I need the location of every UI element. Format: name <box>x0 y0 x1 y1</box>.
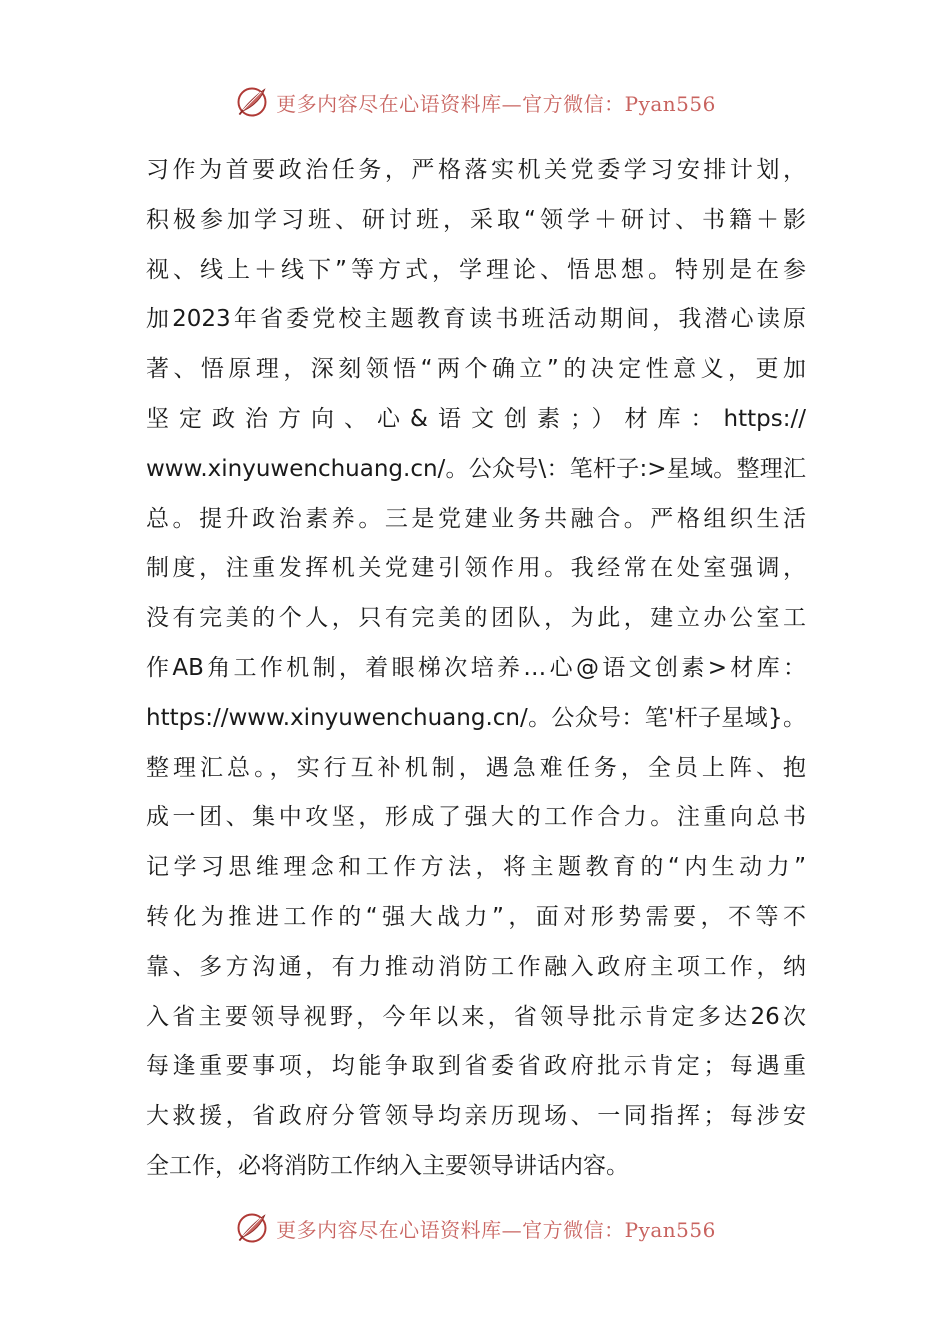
document-line: 总。提升政治素养。三是党建业务共融合。严格组织生活 <box>146 505 806 532</box>
document-line: 靠、多方沟通，有力推动消防工作融入政府主项工作，纳 <box>146 953 806 980</box>
footer-banner-content <box>234 1210 716 1246</box>
document-line: 转化为推进工作的“强大战力”，面对形势需要，不等不 <box>146 903 806 930</box>
document-line: 积极参加学习班、研讨班，采取“领学＋研讨、书籍＋影 <box>146 206 806 233</box>
document-line: 制度，注重发挥机关党建引领作用。我经常在处室强调， <box>146 555 806 582</box>
quill-pen-logo-icon <box>234 1210 270 1246</box>
document-line: https://www.xinyuwenchuang.cn/。公众号：笔'杆子星域}。 <box>146 704 806 731</box>
header-banner-content <box>234 84 716 120</box>
header-banner <box>0 80 950 124</box>
document-line: 大救援，省政府分管领导均亲历现场、一同指挥；每涉安 <box>146 1103 806 1130</box>
document-line: www.xinyuwenchuang.cn/。公众号\：笔杆子:>星域。整理汇 <box>146 455 806 482</box>
footer-banner <box>0 1206 950 1250</box>
quill-pen-logo-icon <box>234 84 270 120</box>
document-line: 著、悟原理，深刻领悟“两个确立”的决定性意义，更加 <box>146 356 806 383</box>
document-line: 整理汇总。，实行互补机制，遇急难任务，全员上阵、抱 <box>146 754 806 781</box>
document-line: 没有完美的个人，只有完美的团队，为此，建立办公室工 <box>146 605 806 632</box>
document-line: 成一团、集中攻坚，形成了强大的工作合力。注重向总书 <box>146 804 806 831</box>
document-line: 每逢重要事项，均能争取到省委省政府批示肯定；每遇重 <box>146 1053 806 1080</box>
document-line: 入省主要领导视野，今年以来，省领导批示肯定多达26次 <box>146 1003 806 1030</box>
document-line: 作AB角工作机制，着眼梯次培养…心@语文创素>材库： <box>146 654 806 681</box>
document-body <box>146 146 806 1192</box>
document-line: 记学习思维理念和工作方法，将主题教育的“内生动力” <box>146 854 806 881</box>
document-line: 全工作，必将消防工作纳入主要领导讲话内容。 <box>146 1152 629 1179</box>
document-line: 加2023年省委党校主题教育读书班活动期间，我潜心读原 <box>146 306 806 333</box>
document-line: 视、线上＋线下”等方式，学理论、悟思想。特别是在参 <box>146 256 806 283</box>
footer-banner-text: 更多内容尽在心语资料库—官方微信：Pyan556 <box>276 1217 716 1242</box>
document-line: 坚定政治方向、心&语文创素；）材库：https:// <box>146 405 806 432</box>
document-line: 习作为首要政治任务，严格落实机关党委学习安排计划， <box>146 157 806 183</box>
header-banner-text: 更多内容尽在心语资料库—官方微信：Pyan556 <box>276 91 716 116</box>
